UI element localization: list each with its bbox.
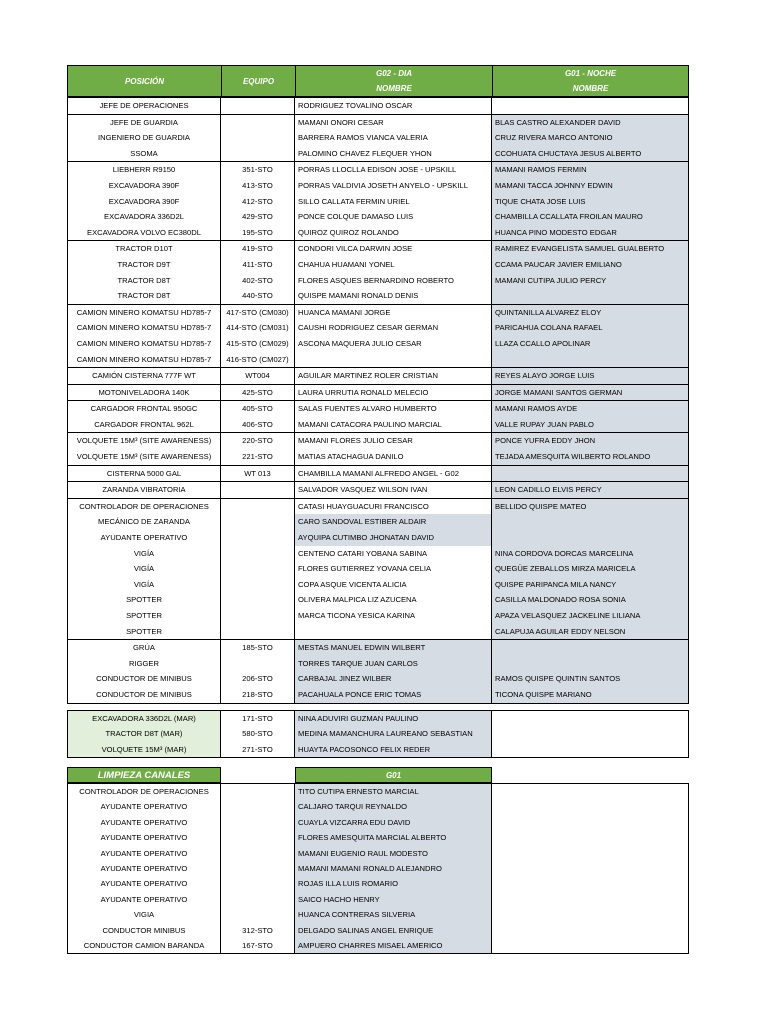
g01-name-cell: MAMANI RAMOS FERMIN [492, 162, 688, 178]
table-row [68, 892, 688, 907]
table-row [68, 640, 688, 656]
g02-name-cell: AMPUERO CHARRES MISAEL AMERICO [295, 938, 492, 953]
equipo-cell: 351-STO [221, 162, 295, 178]
empty-cell [492, 846, 688, 861]
table-row [68, 608, 688, 624]
g02-name-cell: QUIROZ QUIROZ ROLANDO [295, 225, 492, 241]
table-row [68, 368, 688, 384]
g01-name-cell: CCOHUATA CHUCTAYA JESUS ALBERTO [492, 146, 688, 162]
header-g01-nombre: NOMBRE [572, 84, 609, 93]
g01-name-cell: BLAS CASTRO ALEXANDER DAVID [492, 115, 688, 131]
g01-name-cell [492, 466, 688, 482]
equipo-cell: 220-STO [221, 433, 295, 449]
table-row [68, 577, 688, 593]
equipo-cell [221, 656, 295, 672]
g02-name-cell: AYQUIPA CUTIMBO JHONATAN DAVID [295, 530, 492, 546]
posicion-cell: SSOMA [68, 146, 221, 162]
g01-name-cell: JORGE MAMANI SANTOS GERMAN [492, 385, 688, 401]
g02-name-cell: MAMANI EUGENIO RAUL MODESTO [295, 846, 492, 861]
table-row [68, 241, 688, 257]
g02-name-cell: PALOMINO CHAVEZ FLEQUER YHON [295, 146, 492, 162]
table-row [68, 449, 688, 465]
header-g01-shift: G01 - NOCHE [564, 69, 617, 78]
roster-group [67, 115, 689, 163]
g01-name-cell: MAMANI TACCA JOHNNY EDWIN [492, 178, 688, 194]
posicion-cell: CARGADOR FRONTAL 962L [68, 417, 221, 433]
posicion-cell: VIGIA [68, 907, 221, 922]
table-row [68, 514, 688, 530]
g01-name-cell [492, 742, 688, 758]
equipo-cell: 195-STO [221, 225, 295, 241]
posicion-cell: TRACTOR D9T [68, 257, 221, 273]
g02-name-cell: MEDINA MAMANCHURA LAUREANO SEBASTIAN [295, 726, 492, 742]
table-row [68, 98, 688, 114]
table-row [68, 288, 688, 304]
header-g01 [492, 65, 689, 97]
g01-name-cell: TIQUE CHATA JOSE LUIS [492, 194, 688, 210]
g02-name-cell: PACAHUALA PONCE ERIC TOMAS [295, 687, 492, 703]
table-row [68, 162, 688, 178]
table-row [68, 907, 688, 922]
equipo-cell: 415-STO (CM029) [221, 336, 295, 352]
limpieza-header [67, 767, 689, 783]
table-row [68, 938, 688, 953]
g02-name-cell: HUANCA CONTRERAS SILVERIA [295, 907, 492, 922]
table-row [68, 499, 688, 515]
roster-groups [67, 97, 689, 704]
posicion-cell: AYUDANTE OPERATIVO [68, 876, 221, 891]
posicion-cell: VOLQUETE 15M³ (SITE AWARENESS) [68, 449, 221, 465]
g01-name-cell: TEJADA AMESQUITA WILBERTO ROLANDO [492, 449, 688, 465]
roster-table [67, 65, 689, 758]
equipo-cell: 413-STO [221, 178, 295, 194]
posicion-cell: VIGÍA [68, 577, 221, 593]
posicion-cell: CONDUCTOR CAMION BARANDA [68, 938, 221, 953]
header-g02-nombre: NOMBRE [376, 84, 412, 93]
equipo-cell: 412-STO [221, 194, 295, 210]
posicion-cell: CONDUCTOR MINIBUS [68, 923, 221, 938]
g02-name-cell: FLORES ASQUES BERNARDINO ROBERTO [295, 273, 492, 289]
posicion-cell: SPOTTER [68, 592, 221, 608]
equipo-cell [221, 482, 295, 498]
posicion-cell: JEFE DE GUARDIA [68, 115, 221, 131]
equipo-cell: 414-STO (CM031) [221, 320, 295, 336]
equipo-cell [221, 530, 295, 546]
empty-cell [492, 876, 688, 891]
posicion-cell: CARGADOR FRONTAL 950GC [68, 401, 221, 417]
table-row [68, 320, 688, 336]
posicion-cell: CAMION MINERO KOMATSU HD785-7 [68, 336, 221, 352]
equipo-cell: 312-STO [221, 923, 295, 938]
g02-name-cell: PONCE COLQUE DAMASO LUIS [295, 209, 492, 225]
posicion-cell: RIGGER [68, 656, 221, 672]
roster-group [67, 401, 689, 433]
table-row [68, 115, 688, 131]
mar-group [67, 710, 689, 759]
limpieza-title: LIMPIEZA CANALES [67, 767, 221, 783]
g02-name-cell: CARBAJAL JINEZ WILBER [295, 671, 492, 687]
g02-name-cell: CONDORI VILCA DARWIN JOSE [295, 241, 492, 257]
g02-name-cell: DELGADO SALINAS ANGEL ENRIQUE [295, 923, 492, 938]
g02-name-cell [295, 352, 492, 368]
g01-name-cell: APAZA VELASQUEZ JACKELINE LILIANA [492, 608, 688, 624]
g01-name-cell: VALLE RUPAY JUAN PABLO [492, 417, 688, 433]
equipo-cell [221, 130, 295, 146]
g02-name-cell: TITO CUTIPA ERNESTO MARCIAL [295, 784, 492, 799]
g01-name-cell [492, 288, 688, 304]
g01-name-cell: QUEGÜE ZEBALLOS MIRZA MARICELA [492, 561, 688, 577]
header-g02-shift: G02 - DIA [375, 69, 412, 78]
g02-name-cell: CHAHUA HUAMANI YONEL [295, 257, 492, 273]
equipo-cell [221, 146, 295, 162]
g01-name-cell: REYES ALAYO JORGE LUIS [492, 368, 688, 384]
empty-cell [492, 861, 688, 876]
posicion-cell: CAMION MINERO KOMATSU HD785-7 [68, 352, 221, 368]
equipo-cell: 206-STO [221, 671, 295, 687]
g01-name-cell: MAMANI CUTIPA JULIO PERCY [492, 273, 688, 289]
g01-name-cell [492, 711, 688, 727]
posicion-cell: TRACTOR D10T [68, 241, 221, 257]
equipo-cell [221, 561, 295, 577]
g01-name-cell: QUISPE PARIPANCA MILA NANCY [492, 577, 688, 593]
g02-name-cell: CATASI HUAYGUACURI FRANCISCO [295, 499, 492, 515]
equipo-cell: 171-STO [221, 711, 295, 727]
roster-group [67, 368, 689, 385]
table-row [68, 561, 688, 577]
empty-cell [492, 938, 688, 953]
equipo-cell [221, 577, 295, 593]
header-equipo-label: EQUIPO [242, 76, 275, 86]
posicion-cell: VOLQUETE 15M³ (MAR) [68, 742, 221, 758]
empty-cell [492, 907, 688, 922]
posicion-cell: CONDUCTOR DE MINIBUS [68, 671, 221, 687]
table-row [68, 861, 688, 876]
table-row [68, 146, 688, 162]
g02-name-cell: HUAYTA PACOSONCO FELIX REDER [295, 742, 492, 758]
g02-name-cell: BARRERA RAMOS VIANCA VALERIA [295, 130, 492, 146]
posicion-cell: CAMION MINERO KOMATSU HD785-7 [68, 320, 221, 336]
posicion-cell: MECÁNICO DE ZARANDA [68, 514, 221, 530]
equipo-cell: 167-STO [221, 938, 295, 953]
posicion-cell: EXCAVADORA 390F [68, 178, 221, 194]
equipo-cell [221, 815, 295, 830]
g02-name-cell: MAMANI CATACORA PAULINO MARCIAL [295, 417, 492, 433]
roster-group [67, 241, 689, 304]
equipo-cell [221, 514, 295, 530]
equipo-cell: 425-STO [221, 385, 295, 401]
posicion-cell: CAMION MINERO KOMATSU HD785-7 [68, 305, 221, 321]
posicion-cell: EXCAVADORA 336D2L (MAR) [68, 711, 221, 727]
posicion-cell: EXCAVADORA 390F [68, 194, 221, 210]
posicion-cell: SPOTTER [68, 608, 221, 624]
table-row [68, 305, 688, 321]
header-posicion [67, 65, 221, 97]
table-row [68, 417, 688, 433]
table-row [68, 846, 688, 861]
equipo-cell: 580-STO [221, 726, 295, 742]
g01-name-cell: RAMOS QUISPE QUINTIN SANTOS [492, 671, 688, 687]
posicion-cell: CAMIÓN CISTERNA 777F WT [68, 368, 221, 384]
g01-name-cell [492, 656, 688, 672]
posicion-cell: CONDUCTOR DE MINIBUS [68, 687, 221, 703]
posicion-cell: EXCAVADORA 336D2L [68, 209, 221, 225]
g02-name-cell: CAUSHI RODRIGUEZ CESAR GERMAN [295, 320, 492, 336]
equipo-cell: 429-STO [221, 209, 295, 225]
empty-cell [492, 830, 688, 845]
table-row [68, 466, 688, 482]
table-row [68, 225, 688, 241]
table-row [68, 401, 688, 417]
posicion-cell: AYUDANTE OPERATIVO [68, 892, 221, 907]
equipo-cell: 221-STO [221, 449, 295, 465]
g01-name-cell: NINA CORDOVA DORCAS MARCELINA [492, 546, 688, 562]
equipo-cell [221, 876, 295, 891]
g01-name-cell [492, 726, 688, 742]
g02-name-cell: RODRIGUEZ TOVALINO OSCAR [295, 98, 492, 114]
table-row [68, 482, 688, 498]
table-row [68, 209, 688, 225]
limpieza-group-label: G01 [295, 767, 492, 783]
g02-name-cell: MAMANI FLORES JULIO CESAR [295, 433, 492, 449]
table-row [68, 784, 688, 799]
equipo-cell [221, 624, 295, 640]
posicion-cell: GRÚA [68, 640, 221, 656]
equipo-cell: 411-STO [221, 257, 295, 273]
posicion-cell: SPOTTER [68, 624, 221, 640]
table-header [67, 65, 689, 97]
empty-cell [492, 923, 688, 938]
equipo-cell [221, 608, 295, 624]
g01-name-cell: CCAMA PAUCAR JAVIER EMILIANO [492, 257, 688, 273]
g01-name-cell: QUINTANILLA ALVAREZ ELOY [492, 305, 688, 321]
g02-name-cell: ASCONA MAQUERA JULIO CESAR [295, 336, 492, 352]
table-row [68, 711, 688, 727]
roster-group [67, 162, 689, 241]
posicion-cell: CONTROLADOR DE OPERACIONES [68, 784, 221, 799]
equipo-cell: 402-STO [221, 273, 295, 289]
table-row [68, 742, 688, 758]
equipo-cell [221, 784, 295, 799]
empty-cell [492, 815, 688, 830]
equipo-cell [221, 115, 295, 131]
table-row [68, 130, 688, 146]
table-row [68, 194, 688, 210]
posicion-cell: JEFE DE OPERACIONES [68, 98, 221, 114]
posicion-cell: VIGÍA [68, 546, 221, 562]
g02-name-cell: TORRES TARQUE JUAN CARLOS [295, 656, 492, 672]
g01-name-cell [492, 98, 688, 114]
g01-name-cell: HUANCA PINO MODESTO EDGAR [492, 225, 688, 241]
g02-name-cell: CARO SANDOVAL ESTIBER ALDAIR [295, 514, 492, 530]
g02-name-cell: SALAS FUENTES ALVARO HUMBERTO [295, 401, 492, 417]
g02-name-cell: OLIVERA MALPICA LIZ AZUCENA [295, 592, 492, 608]
table-row [68, 830, 688, 845]
roster-group [67, 433, 689, 465]
g02-name-cell: CALJARO TARQUI REYNALDO [295, 799, 492, 814]
equipo-cell: 405-STO [221, 401, 295, 417]
posicion-cell: VOLQUETE 15M³ (SITE AWARENESS) [68, 433, 221, 449]
g02-name-cell: ROJAS ILLA LUIS ROMARIO [295, 876, 492, 891]
equipo-cell [221, 799, 295, 814]
table-row [68, 336, 688, 352]
equipo-cell: 271-STO [221, 742, 295, 758]
g01-name-cell: PARICAHUA COLANA RAFAEL [492, 320, 688, 336]
equipo-cell [221, 892, 295, 907]
table-row [68, 592, 688, 608]
g02-name-cell: MATIAS ATACHAGUA DANILO [295, 449, 492, 465]
equipo-cell [221, 830, 295, 845]
equipo-cell [221, 98, 295, 114]
g02-name-cell: LAURA URRUTIA RONALD MELECIO [295, 385, 492, 401]
equipo-cell: 218-STO [221, 687, 295, 703]
equipo-cell [221, 546, 295, 562]
table-row [68, 273, 688, 289]
roster-group [67, 385, 689, 402]
limpieza-rows [67, 783, 689, 954]
g02-name-cell: NINA ADUVIRI GUZMAN PAULINO [295, 711, 492, 727]
g02-name-cell: PORRAS LLOCLLA EDISON JOSE - UPSKILL [295, 162, 492, 178]
table-row [68, 178, 688, 194]
posicion-cell: VIGÍA [68, 561, 221, 577]
g01-name-cell: CHAMBILLA CCALLATA FROILAN MAURO [492, 209, 688, 225]
posicion-cell: AYUDANTE OPERATIVO [68, 846, 221, 861]
posicion-cell: CONTROLADOR DE OPERACIONES [68, 499, 221, 515]
posicion-cell: TRACTOR D8T [68, 288, 221, 304]
g01-name-cell: CALAPUJA AGUILAR EDDY NELSON [492, 624, 688, 640]
g02-name-cell: MESTAS MANUEL EDWIN WILBERT [295, 640, 492, 656]
g01-name-cell: LEON CADILLO ELVIS PERCY [492, 482, 688, 498]
header-posicion-label: POSICIÓN [124, 76, 165, 86]
g02-name-cell: CUAYLA VIZCARRA EDU DAVID [295, 815, 492, 830]
posicion-cell: ZARANDA VIBRATORIA [68, 482, 221, 498]
roster-group [67, 97, 689, 115]
equipo-cell: WT004 [221, 368, 295, 384]
limpieza-table [67, 767, 689, 954]
g02-name-cell: QUISPE MAMANI RONALD DENIS [295, 288, 492, 304]
empty-cell [492, 784, 688, 799]
equipo-cell: WT 013 [221, 466, 295, 482]
g01-name-cell: PONCE YUFRA EDDY JHON [492, 433, 688, 449]
equipo-cell [221, 499, 295, 515]
g01-name-cell: CASILLA MALDONADO ROSA SONIA [492, 592, 688, 608]
equipo-cell [221, 846, 295, 861]
table-row [68, 923, 688, 938]
posicion-cell: LIEBHERR R9150 [68, 162, 221, 178]
table-row [68, 257, 688, 273]
g02-name-cell [295, 624, 492, 640]
roster-group [67, 466, 689, 483]
g01-name-cell: MAMANI RAMOS AYDE [492, 401, 688, 417]
header-equipo [221, 65, 295, 97]
table-row [68, 530, 688, 546]
table-row [68, 546, 688, 562]
table-row [68, 726, 688, 742]
equipo-cell: 406-STO [221, 417, 295, 433]
g02-name-cell: HUANCA MAMANI JORGE [295, 305, 492, 321]
roster-group [67, 305, 689, 368]
g02-name-cell: FLORES AMESQUITA MARCIAL ALBERTO [295, 830, 492, 845]
g01-name-cell [492, 640, 688, 656]
posicion-cell: AYUDANTE OPERATIVO [68, 815, 221, 830]
g02-name-cell: COPA ASQUE VICENTA ALICIA [295, 577, 492, 593]
equipo-cell: 416-STO (CM027) [221, 352, 295, 368]
table-row [68, 352, 688, 368]
g01-name-cell [492, 530, 688, 546]
g02-name-cell: MAMANI MAMANI RONALD ALEJANDRO [295, 861, 492, 876]
table-row [68, 433, 688, 449]
posicion-cell: INGENIERO DE GUARDIA [68, 130, 221, 146]
g01-name-cell: RAMIREZ EVANGELISTA SAMUEL GUALBERTO [492, 241, 688, 257]
g02-name-cell: FLORES GUTIERREZ YOVANA CELIA [295, 561, 492, 577]
g01-name-cell: LLAZA CCALLO APOLINAR [492, 336, 688, 352]
table-row [68, 815, 688, 830]
roster-group [67, 499, 689, 640]
table-row [68, 656, 688, 672]
posicion-cell: EXCAVADORA VOLVO EC380DL [68, 225, 221, 241]
table-row [68, 385, 688, 401]
equipo-cell [221, 861, 295, 876]
roster-group [67, 640, 689, 703]
equipo-cell: 419-STO [221, 241, 295, 257]
equipo-cell [221, 592, 295, 608]
table-row [68, 876, 688, 891]
g01-name-cell [492, 352, 688, 368]
g01-name-cell: CRUZ RIVERA MARCO ANTONIO [492, 130, 688, 146]
g02-name-cell: SILLO CALLATA FERMIN URIEL [295, 194, 492, 210]
header-g02 [295, 65, 492, 97]
g01-name-cell: TICONA QUISPE MARIANO [492, 687, 688, 703]
g02-name-cell: MAMANI ONORI CESAR [295, 115, 492, 131]
table-row [68, 671, 688, 687]
equipo-cell: 185-STO [221, 640, 295, 656]
posicion-cell: AYUDANTE OPERATIVO [68, 530, 221, 546]
g02-name-cell: SALVADOR VASQUEZ WILSON IVAN [295, 482, 492, 498]
g02-name-cell: AGUILAR MARTINEZ ROLER CRISTIAN [295, 368, 492, 384]
posicion-cell: MOTONIVELADORA 140K [68, 385, 221, 401]
table-row [68, 687, 688, 703]
posicion-cell: TRACTOR D8T (MAR) [68, 726, 221, 742]
g02-name-cell: CHAMBILLA MAMANI ALFREDO ANGEL - G02 [295, 466, 492, 482]
roster-group [67, 482, 689, 499]
g02-name-cell: CENTENO CATARI YOBANA SABINA [295, 546, 492, 562]
equipo-cell: 440-STO [221, 288, 295, 304]
g01-name-cell: BELLIDO QUISPE MATEO [492, 499, 688, 515]
g02-name-cell: MARCA TICONA YESICA KARINA [295, 608, 492, 624]
table-row [68, 799, 688, 814]
posicion-cell: TRACTOR D8T [68, 273, 221, 289]
g01-name-cell [492, 514, 688, 530]
empty-cell [492, 799, 688, 814]
posicion-cell: AYUDANTE OPERATIVO [68, 799, 221, 814]
equipo-cell [221, 907, 295, 922]
empty-cell [492, 892, 688, 907]
table-row [68, 624, 688, 640]
g02-name-cell: PORRAS VALDIVIA JOSETH ANYELO - UPSKILL [295, 178, 492, 194]
equipo-cell: 417-STO (CM030) [221, 305, 295, 321]
posicion-cell: AYUDANTE OPERATIVO [68, 830, 221, 845]
posicion-cell: AYUDANTE OPERATIVO [68, 861, 221, 876]
posicion-cell: CISTERNA 5000 GAL [68, 466, 221, 482]
g02-name-cell: SAICO HACHO HENRY [295, 892, 492, 907]
